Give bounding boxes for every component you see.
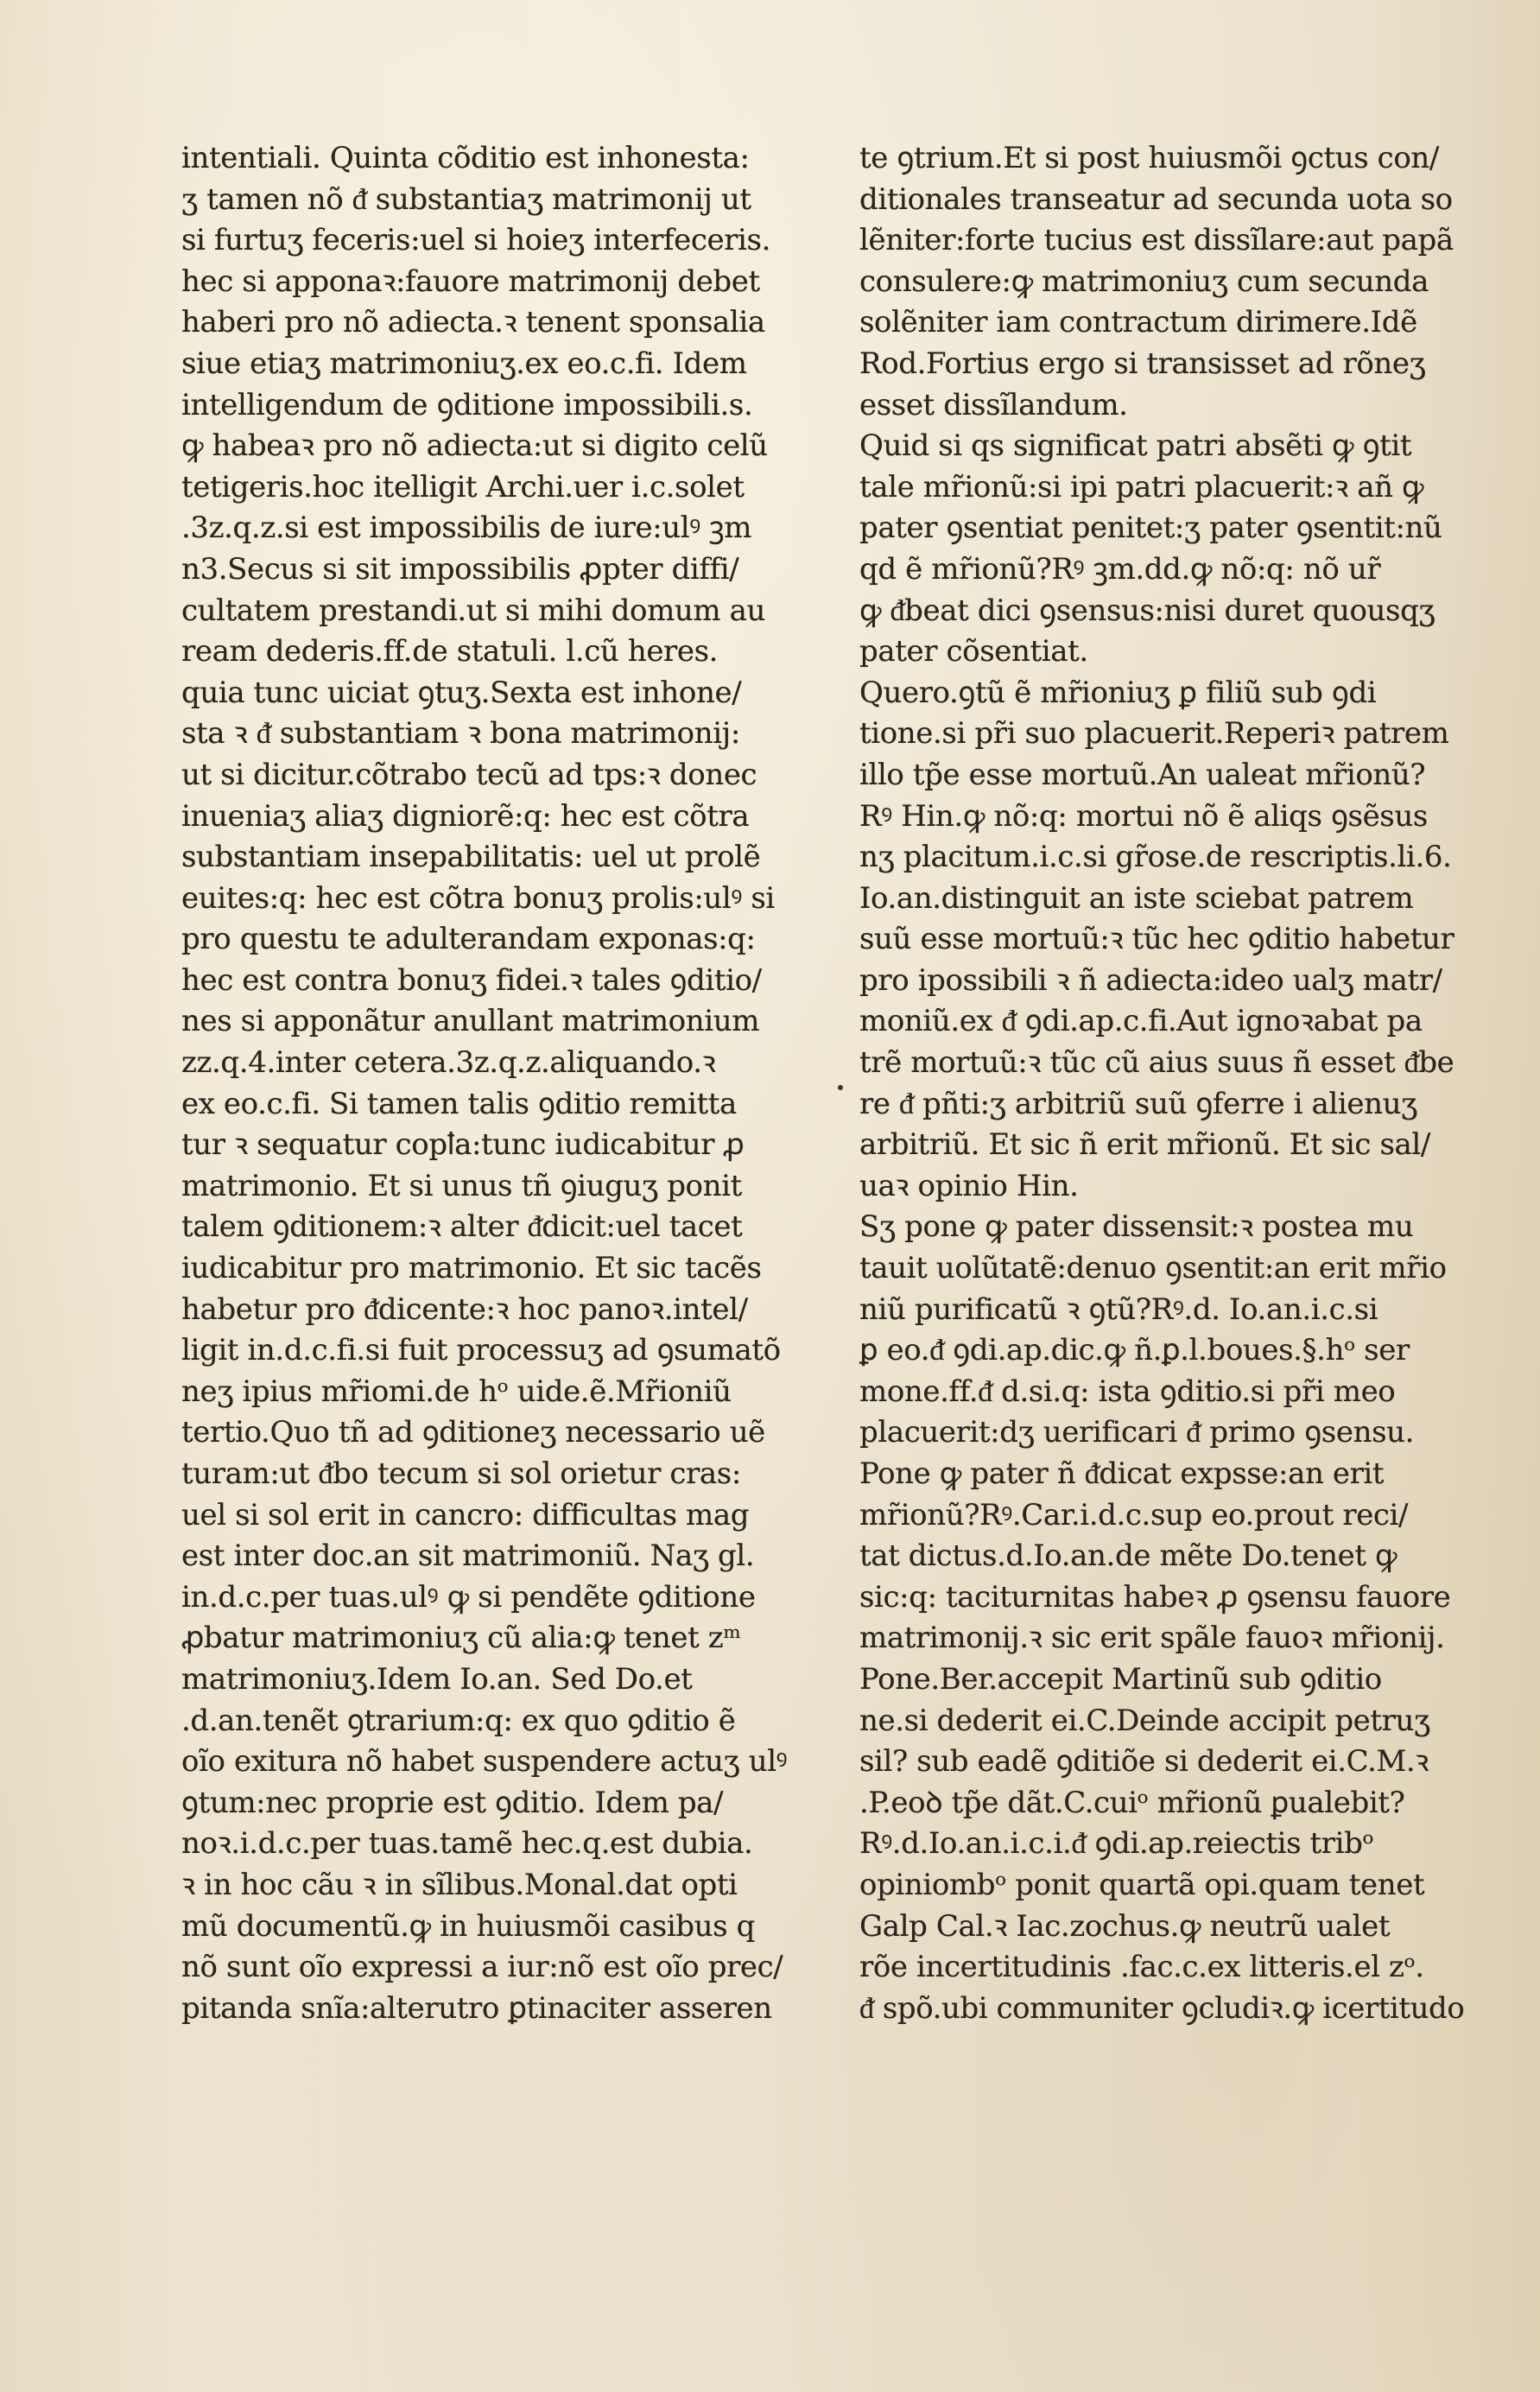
text-line: consulere:ꝙ matrimoniuʒ cum secunda (859, 263, 1429, 299)
text-line: uaꝛ opinio Hin. (859, 1168, 1079, 1203)
text-line: intelligendum de ꝯditione impossibili.s. (181, 387, 753, 422)
text-line: ꝯtum:nec proprie est ꝯditio. Idem pa/ (181, 1785, 724, 1820)
text-line: siue etiaʒ matrimoniuʒ.ex eo.c.fi. Idem (181, 346, 747, 381)
text-line: iudicabitur pro matrimonio. Et sic tacẽs (181, 1251, 762, 1286)
text-line: Io.an.distinguit an iste sciebat patrem (859, 880, 1414, 916)
text-line: matrimoniuʒ.Idem Io.an. Sed Do.et (181, 1661, 693, 1697)
text-line: nʒ placitum.i.c.si gr̃ose.de rescriptis.li.6. (859, 840, 1452, 875)
text-line: Sʒ pone ꝙ pater dissensit:ꝛ postea mu (859, 1209, 1414, 1245)
text-line: si furtuʒ feceris:uel si hoieʒ interfeceris. (181, 223, 770, 258)
text-line: illo tp̃e esse mortuũ.An ualeat mr̃ionũ? (859, 757, 1426, 792)
text-line: quia tunc uiciat ꝯtuʒ.Sexta est inhone/ (181, 675, 742, 710)
left-text-column (181, 138, 838, 2029)
text-line: ᵭ spõ.ubi communiter ꝯcludiꝛ.ꝙ icertitudo (859, 1990, 1464, 2026)
text-line: re ᵭ pñti:ʒ arbitriũ suũ ꝯferre i alienuʒ (859, 1086, 1417, 1121)
text-line: haberi pro nõ adiecta.ꝛ tenent sponsalia (181, 305, 765, 340)
text-line: ream dederis.ff.de statuli. l.cũ heres. (181, 634, 719, 669)
text-line: qd ẽ mr̃ionũ?Rꝰ ꝫm.dd.ꝙ nõ:q: nõ ur̃ (859, 551, 1381, 587)
text-line: n3.Secus si sit impossibilis ꝓpter diffi/ (181, 551, 739, 587)
text-line: ligit in.d.c.fi.si fuit processuʒ ad ꝯsumatõ (181, 1333, 781, 1368)
text-line: hec est contra bonuʒ fidei.ꝛ tales ꝯditio/ (181, 962, 762, 998)
text-line: substantiam insepabilitatis: uel ut prolẽ (181, 840, 761, 875)
text-line: nõ sunt oĩo expressi a iur:nõ est oĩo prec/ (181, 1950, 783, 1985)
text-line: est inter doc.an sit matrimoniũ. Naʒ gl. (181, 1539, 755, 1574)
text-line: oĩo exitura nõ habet suspendere actuʒ ulꝰ (181, 1744, 788, 1780)
text-line: rõe incertitudinis .fac.c.ex litteris.el zᵒ. (859, 1950, 1424, 1985)
right-text-column (859, 138, 1464, 2029)
text-line: hec si apponaꝛ:fauore matrimonij debet (181, 263, 760, 299)
text-line: placuerit:dʒ uerificari ᵭ primo ꝯsensu. (859, 1415, 1415, 1450)
text-line: pater cõsentiat. (859, 634, 1088, 669)
text-line: Rꝰ.d.Io.an.i.c.i.ᵭ ꝯdi.ap.reiectis tribᵒ (859, 1826, 1374, 1862)
text-line: Pone.Ber.accepit Martinũ sub ꝯditio (859, 1661, 1382, 1697)
text-line: zz.q.4.inter cetera.3z.q.z.aliquando.ꝛ (181, 1045, 716, 1081)
text-line: ꝙ habeaꝛ pro nõ adiecta:ut si digito celũ (181, 428, 768, 464)
text-line: niũ purificatũ ꝛ ꝯtũ?Rꝰ.d. Io.an.i.c.si (859, 1291, 1378, 1327)
text-line: .d.an.tenẽt ꝯtrarium:q: ex quo ꝯditio ẽ (181, 1703, 736, 1738)
text-line: tione.si pr̃i suo placuerit.Reperiꝛ patrem (859, 716, 1449, 752)
text-line: pater ꝯsentiat penitet:ʒ pater ꝯsentit:nũ (859, 511, 1442, 546)
text-line: opiniombᵒ ponit quartã opi.quam tenet (859, 1867, 1425, 1902)
text-line: Quid si qs significat patri absẽti ꝙ ꝯtit (859, 428, 1412, 464)
text-line: nes si apponãtur anullant matrimonium (181, 1004, 760, 1039)
text-line: ne.si dederit ei.C.Deinde accipit petruʒ (859, 1703, 1430, 1738)
text-line: moniũ.ex ᵭ ꝯdi.ap.c.fi.Aut ignoꝛabat pa (859, 1004, 1423, 1039)
text-line: euites:q: hec est cõtra bonuʒ prolis:ulꝰ si (181, 880, 775, 916)
text-line: ꝑ eo.ᵭ ꝯdi.ap.dic.ꝙ ñ.ꝑ.l.boues.§.hᵒ ser (859, 1333, 1410, 1368)
text-line: lẽniter:forte tucius est dissĩlare:aut papã (859, 223, 1454, 258)
text-line: pro questu te adulterandam exponas:q: (181, 922, 756, 957)
text-line: uel si sol erit in cancro: difficultas mag (181, 1497, 750, 1532)
text-line: .P.eoꝺ tp̃e dãt.C.cuiᵒ mr̃ionũ ꝑualebit? (859, 1785, 1405, 1820)
text-line: ut si dicitur.cõtrabo tecũ ad tps:ꝛ donec (181, 757, 757, 792)
text-line: tertio.Quo tñ ad ꝯditioneʒ necessario uẽ (181, 1415, 765, 1450)
text-line: ex eo.c.fi. Si tamen talis ꝯditio remitta (181, 1086, 737, 1121)
text-line: Galp Cal.ꝛ Iac.zochus.ꝙ neutrũ ualet (859, 1908, 1391, 1944)
text-line: suũ esse mortuũ:ꝛ tũc hec ꝯditio habetur (859, 922, 1454, 957)
text-line: mũ documentũ.ꝙ in huiusmõi casibus q (181, 1908, 755, 1944)
text-line: tur ꝛ sequatur copꝉa:tunc iudicabitur ꝓ (181, 1127, 745, 1163)
text-line: Rod.Fortius ergo si transisset ad rõneʒ (859, 346, 1426, 381)
text-line: cultatem prestandi.ut si mihi domum au (181, 593, 766, 628)
text-line: Quero.ꝯtũ ẽ mr̃ioniuʒ ꝑ filiũ sub ꝯdi (859, 675, 1377, 710)
text-line: solẽniter iam contractum dirimere.Idẽ (859, 305, 1417, 340)
text-line: matrimonij.ꝛ sic erit spãle fauoꝛ mr̃ionij. (859, 1621, 1445, 1656)
text-line: tat dictus.d.Io.an.de mẽte Do.tenet ꝙ (859, 1539, 1397, 1574)
text-line: trẽ mortuũ:ꝛ tũc cũ aius suus ñ esset ᵭbe (859, 1045, 1454, 1081)
text-line: ꝙ ᵭbeat dici ꝯsensus:nisi duret quousqʒ (859, 593, 1435, 628)
text-line: habetur pro ᵭdicente:ꝛ hoc panoꝛ.intel/ (181, 1291, 748, 1327)
text-line: sta ꝛ ᵭ substantiam ꝛ bona matrimonij: (181, 716, 740, 752)
text-line: sil? sub eadẽ ꝯditiõe si dederit ei.C.M.ꝛ (859, 1744, 1429, 1780)
margin-dot-mark (838, 1085, 843, 1090)
text-line: tetigeris.hoc itelligit Archi.uer i.c.solet (181, 469, 745, 504)
text-line: talem ꝯditionem:ꝛ alter ᵭdicit:uel tacet (181, 1209, 743, 1245)
text-line: ditionales transeatur ad secunda uota so (859, 181, 1453, 217)
text-line: in.d.c.per tuas.ulꝰ ꝙ si pendẽte ꝯditione (181, 1579, 756, 1615)
text-line: ꝓbatur matrimoniuʒ cũ alia:ꝙ tenet zᵐ (181, 1621, 741, 1656)
text-line: sic:q: taciturnitas habeꝛ ꝓ ꝯsensu fauore (859, 1579, 1451, 1615)
text-line: noꝛ.i.d.c.per tuas.tamẽ hec.q.est dubia. (181, 1826, 753, 1862)
text-line: pitanda snĩa:alterutro ꝑtinaciter asseren (181, 1990, 772, 2026)
text-line: arbitriũ. Et sic ñ erit mr̃ionũ. Et sic sal/ (859, 1127, 1430, 1163)
text-line: ꝛ in hoc cãu ꝛ in sĩlibus.Monal.dat opti (181, 1867, 738, 1902)
text-line: tale mr̃ionũ:si ipi patri placuerit:ꝛ añ ꝙ (859, 469, 1424, 504)
text-line: neʒ ipius mr̃iomi.de hᵒ uide.ẽ.Mr̃ioniũ (181, 1374, 732, 1409)
text-line: Rꝰ Hin.ꝙ nõ:q: mortui nõ ẽ aliqs ꝯsẽsus (859, 798, 1428, 834)
text-line: mr̃ionũ?Rꝰ.Car.i.d.c.sup eo.prout reci/ (859, 1497, 1409, 1532)
text-line: ʒ tamen nõ ᵭ substantiaʒ matrimonij ut (181, 181, 751, 217)
text-line: mone.ff.ᵭ d.si.q: ista ꝯditio.si pr̃i meo (859, 1374, 1396, 1409)
text-line: .3z.q.z.si est impossibilis de iure:ulꝰ ꝫm (181, 511, 752, 546)
text-line: Pone ꝙ pater ñ ᵭdicat expsse:an erit (859, 1456, 1385, 1491)
text-line: intentiali. Quinta cõditio est inhonesta: (181, 141, 750, 175)
text-line: pro ipossibili ꝛ ñ adiecta:ideo ualʒ matr/ (859, 962, 1442, 998)
text-line: turam:ut ᵭbo tecum si sol orietur cras: (181, 1456, 741, 1491)
text-line: te ꝯtrium.Et si post huiusmõi ꝯctus con/ (859, 141, 1439, 175)
text-line: inueniaʒ aliaʒ digniorẽ:q: hec est cõtra (181, 798, 750, 834)
text-line: esset dissĩlandum. (859, 387, 1128, 422)
text-line: matrimonio. Et si unus tñ ꝯiuguʒ ponit (181, 1168, 742, 1203)
text-line: tauit uolũtatẽ:denuo ꝯsentit:an erit mr̃io (859, 1251, 1447, 1286)
